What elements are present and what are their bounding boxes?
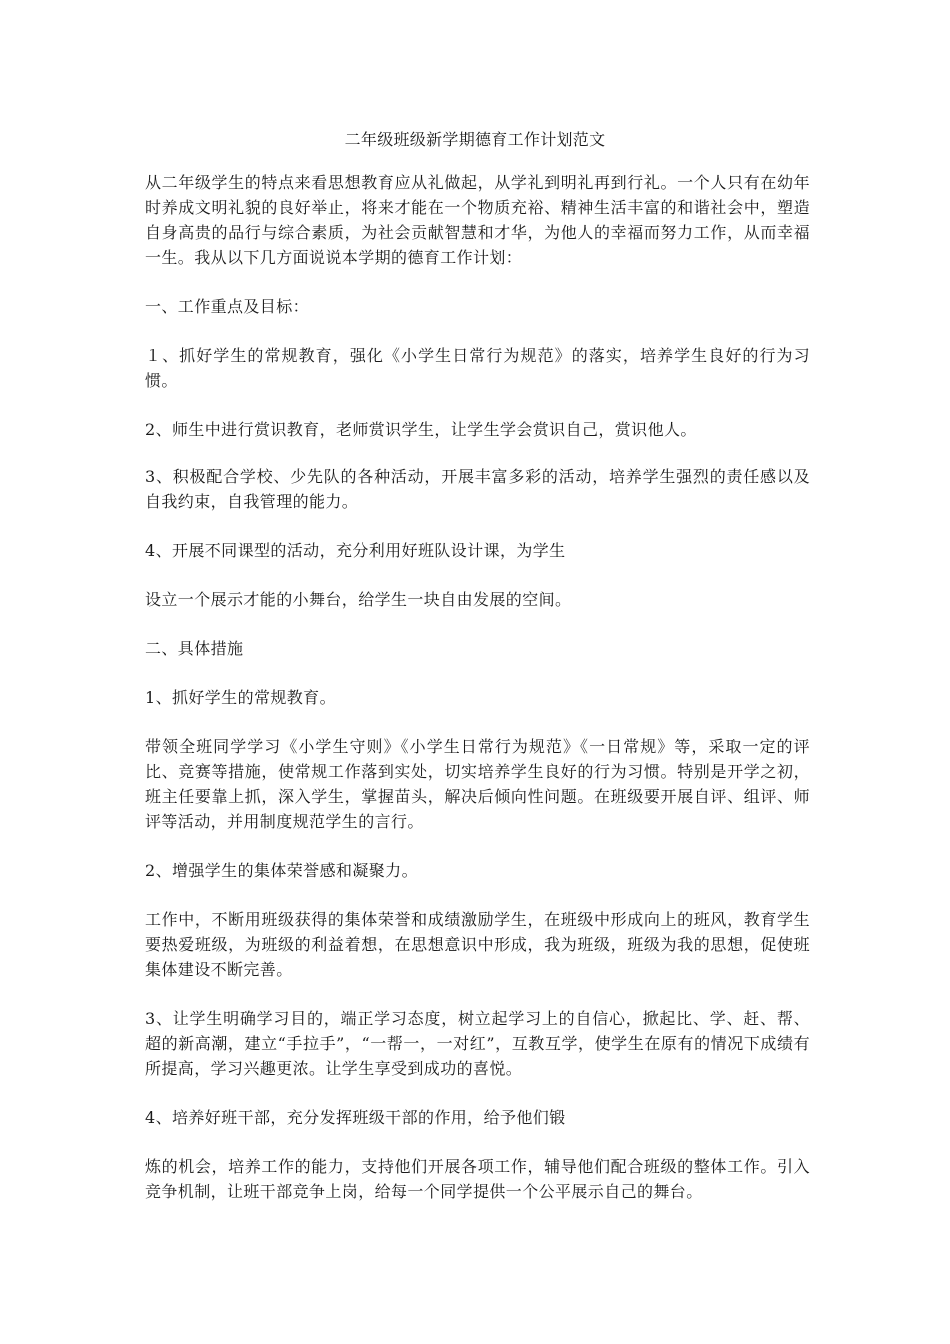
goal-item-4: 4、开展不同课型的活动，充分利用好班队设计课，为学生 [145, 541, 566, 560]
section-heading-measures: 二、具体措施 [145, 639, 244, 658]
section-heading-goals: 一、工作重点及目标： [145, 297, 310, 316]
measure-item-4-heading: 4、培养好班干部，充分发挥班级干部的作用，给予他们锻 [145, 1108, 566, 1127]
goal-item-4-continued: 设立一个展示才能的小舞台，给学生一块自由发展的空间。 [145, 590, 572, 609]
measure-item-2-body: 工作中，不断用班级获得的集体荣誉和成绩激励学生，在班级中形成向上的班风，教育学生要热爱班级，为班级的利益着想，在思想意识中形成，我为班级，班级为我的思想，促使班集体建设不断完善。 [145, 910, 810, 979]
measure-item-4-body: 炼的机会，培养工作的能力，支持他们开展各项工作，辅导他们配合班级的整体工作。引入竞争机制，让班干部竞争上岗，给每一个同学提供一个公平展示自己的舞台。 [145, 1157, 810, 1201]
document-body [145, 170, 810, 1228]
measure-item-2-heading: 2、增强学生的集体荣誉感和凝聚力。 [145, 861, 418, 880]
measure-item-3: 3、让学生明确学习目的，端正学习态度，树立起学习上的自信心，掀起比、学、赶、帮、超的新高潮，建立“手拉手”，“一帮一，一对红”，互教互学，使学生在原有的情况下成绩有所提高，学习兴趣更浓。让学生享受到成功的喜悦。 [145, 1009, 810, 1078]
measure-item-1-body: 带领全班同学学习《小学生守则》《小学生日常行为规范》《一日常规》等，采取一定的评比、竞赛等措施，使常规工作落到实处，切实培养学生良好的行为习惯。特别是开学之初，班主任要靠上抓，深入学生，掌握苗头，解决后倾向性问题。在班级要开展自评、组评、师评等活动，并用制度规范学生的言行。 [145, 737, 810, 831]
goal-item-2: 2、师生中进行赏识教育，老师赏识学生，让学生学会赏识自己，赏识他人。 [145, 420, 697, 439]
measure-item-1-heading: 1、抓好学生的常规教育。 [145, 688, 336, 707]
goal-item-3: 3、积极配合学校、少先队的各种活动，开展丰富多彩的活动，培养学生强烈的责任感以及自我约束，自我管理的能力。 [145, 467, 810, 511]
goal-item-1: １、抓好学生的常规教育，强化《小学生日常行为规范》的落实，培养学生良好的行为习惯。 [145, 346, 810, 390]
document-title: 二年级班级新学期德育工作计划范文 [344, 130, 606, 149]
intro-paragraph: 从二年级学生的特点来看思想教育应从礼做起，从学礼到明礼再到行礼。一个人只有在幼年时养成文明礼貌的良好举止，将来才能在一个物质充裕、精神生活丰富的和谐社会中，塑造自身高贵的品行与综合素质，为社会贡献智慧和才华，为他人的幸福而努力工作，从而幸福一生。我从以下几方面说说本学期的德育工作计划： [145, 173, 810, 267]
